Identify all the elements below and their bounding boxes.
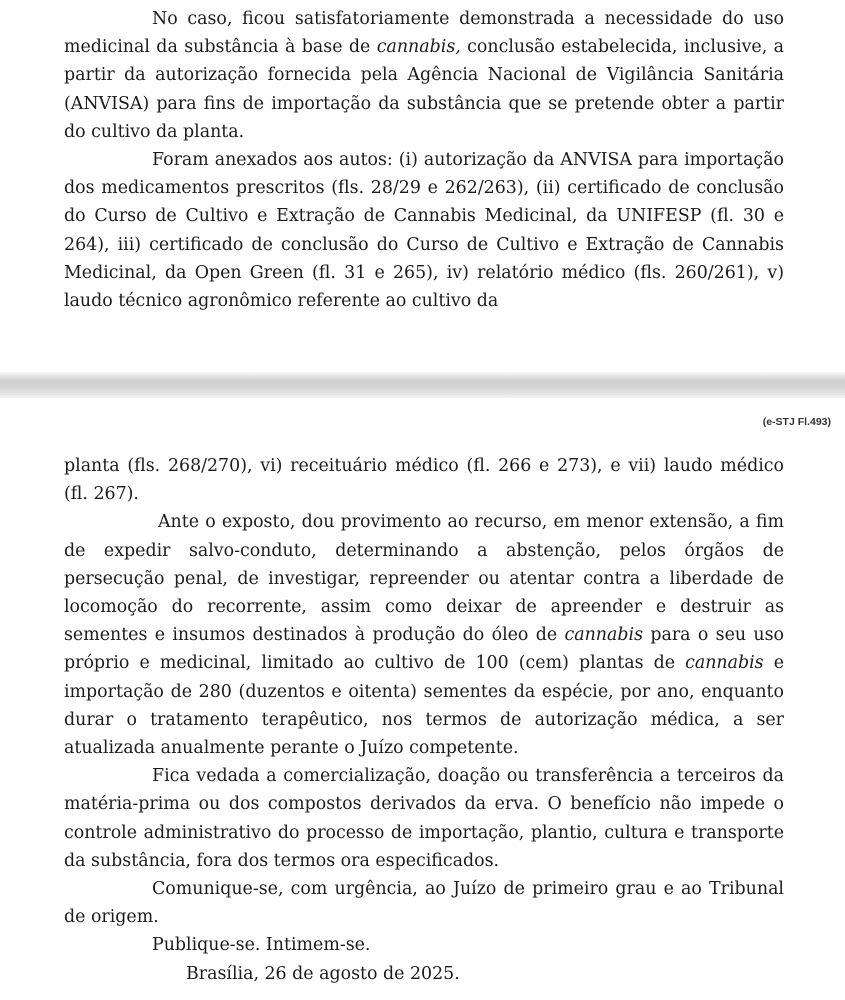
paragraph-medical-necessity [64, 5, 784, 146]
italic-term-cannabis: cannabis [685, 653, 764, 674]
closing-publish: Publique-se. Intimem-se. [152, 935, 371, 956]
page-separator [0, 372, 845, 398]
bottom-page-text [64, 452, 784, 988]
paragraph-text: conclusão estabelecida, inclusive, a partir da autorização fornecida pela Agência Nacional de Vigilância Sanitária (ANVISA) para fins de importação da substância que se pretende obter a partir do cultivo da planta. [64, 37, 785, 142]
paragraph-prohibition: Fica vedada a comercialização, doação ou transferência a terceiros da matéria-prima ou dos compostos derivados da erva. O benefício não impede o controle administrativo do processo de importação, plantio, cultura e transporte da substância, fora dos termos ora especificados. [64, 766, 784, 871]
paragraph-text: Ante o exposto, dou provimento ao recurso, em menor extensão, a fim de expedir salvo-conduto, determinando a abstenção, pelos órgãos de persecução penal, de investigar, repreender ou atentar contra a liberdade de locomoção do recorrente, assim como deixar de apreender e destruir as sementes e insumos destinados à produção do óleo de [64, 512, 784, 646]
paragraph-text: e importação de 280 (duzentos e oitenta) sementes da espécie, por ano, enquanto durar o tratamento terapêutico, nos termos de autorização médica, a ser atualizada anualmente perante o Juízo competente. [64, 653, 784, 759]
paragraph-attachments: Foram anexados aos autos: (i) autorização da ANVISA para importação dos medicamentos prescritos (fls. 28/29 e 262/263), (ii) certificado de conclusão do Curso de Cultivo e Extração de Cannabis Medicinal, da UNIFESP (fl. 30 e 264), iii) certificado de conclusão do Curso de Cultivo e Extração de Cannabis Medicinal, da Open Green (fl. 31 e 265), iv) relatório médico (fls. 260/261), v) laudo técnico agronômico referente ao cultivo da [64, 150, 784, 312]
document-page-top [0, 0, 845, 372]
italic-term-cannabis: cannabis, [376, 37, 461, 58]
paragraph-continuation: planta (fls. 268/270), vi) receituário médico (fl. 266 e 273), e vii) laudo médico (fl. 267). [64, 456, 784, 505]
paragraph-text: para o seu uso próprio e medicinal, limitado ao cultivo de 100 (cem) plantas de [64, 625, 785, 674]
closing-date: Brasília, 26 de agosto de 2025. [186, 963, 460, 984]
document-page-bottom [0, 398, 845, 1000]
paragraph-communicate: Comunique-se, com urgência, ao Juízo de primeiro grau e ao Tribunal de origem. [64, 879, 784, 928]
top-page-text [64, 5, 784, 315]
paragraph-ruling [64, 508, 784, 762]
paragraph-text: No caso, ficou satisfatoriamente demonstrada a necessidade do uso medicinal da substância à base de [64, 9, 784, 58]
page-stamp: (e-STJ Fl.493) [762, 416, 831, 428]
italic-term-cannabis: cannabis [564, 625, 643, 646]
